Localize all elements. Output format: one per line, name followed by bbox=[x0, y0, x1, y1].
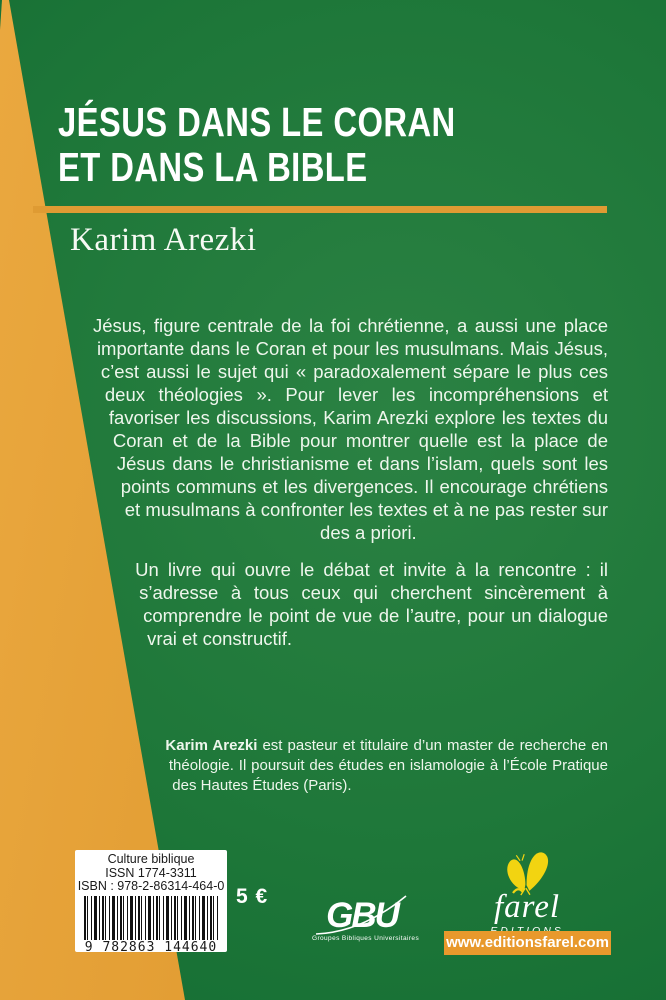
barcode-label bbox=[75, 850, 227, 955]
gbu-wordmark: GBU bbox=[326, 896, 398, 935]
barcode-bars bbox=[84, 896, 218, 940]
synopsis-paragraph: Jésus, figure centrale de la foi chrétienne, a aussi une place importante dans le Coran et pour les musulmans. Mais Jésus, c’est aussi le sujet qui « paradoxalement sépare le plus ces deux théologies ». Pour lever les incompréhensions et favoriser les discussions, Karim Arezki explore les textes du Coran et de la Bible pour montrer quelle est la place de Jésus dans le christianisme et dans l’islam, quels sont les points communs et les divergences. Il encourage chrétiens et musulmans à confronter les textes et à ne pas rester sur des a priori. bbox=[92, 315, 608, 543]
book-title-line1: JÉSUS DANS LE CORAN bbox=[58, 99, 456, 145]
gbu-logo bbox=[312, 896, 420, 942]
farel-wordmark: farel bbox=[477, 890, 577, 924]
author-bio bbox=[56, 736, 608, 796]
issn-number: ISSN 1774-3311 bbox=[105, 865, 197, 880]
back-cover-text bbox=[56, 314, 608, 800]
price-tag: 5 € bbox=[236, 885, 269, 908]
farel-editions-logo bbox=[477, 852, 577, 937]
book-title-line2: ET DANS LA BIBLE bbox=[58, 144, 368, 190]
author-bio-text: est pasteur et titulaire d’un master de recherche en théologie. Il poursuit des études en islamologie à l’École Pratique des Hautes Études (Paris). bbox=[168, 737, 608, 794]
barcode-digits: 9 782863 144640 bbox=[84, 939, 218, 955]
book-title bbox=[58, 100, 456, 190]
isbn-number: ISBN : 978-2-86314-464-0 bbox=[77, 879, 225, 893]
gbu-caption: Groupes Bibliques Universitaires bbox=[312, 935, 420, 942]
publisher-website-banner: www.editionsfarel.com bbox=[444, 931, 611, 955]
farel-accent-icon bbox=[511, 886, 525, 894]
author-name: Karim Arezki bbox=[70, 222, 257, 258]
title-underline-rule bbox=[33, 206, 607, 213]
gbu-swoosh-icon bbox=[314, 894, 410, 938]
author-bio-name: Karim Arezki bbox=[165, 737, 258, 754]
collection-name: Culture biblique bbox=[107, 852, 195, 866]
pitch-paragraph: Un livre qui ouvre le débat et invite à la rencontre : il s’adresse à tous ceux qui cherchent sincèrement à comprendre le point de vue de l’autre, pour un dialogue vrai et constructif. bbox=[135, 559, 608, 649]
